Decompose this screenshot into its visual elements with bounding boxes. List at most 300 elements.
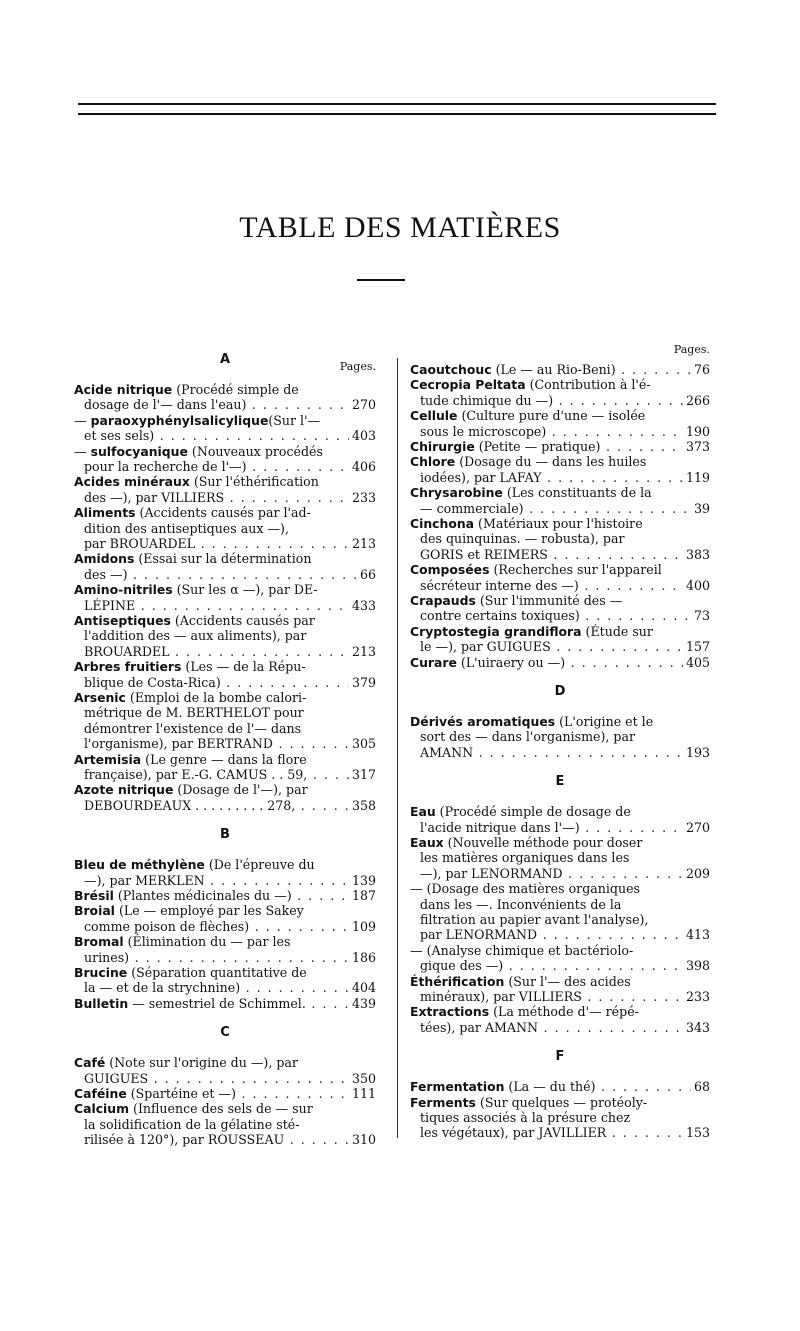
- entry-text: (Note sur l'origine du —), par: [105, 1055, 298, 1071]
- entry-text: blique de Costa-Rica): [84, 674, 221, 690]
- entry-continuation-line: [74, 1117, 376, 1132]
- entry-head-line: [410, 1095, 710, 1110]
- entry-keyword: Fermentation: [410, 1079, 505, 1095]
- page-number: 270: [683, 820, 710, 835]
- entry-text: filtration au papier avant l'analyse),: [420, 911, 649, 927]
- index-entry: [410, 485, 710, 516]
- entry-keyword: sulfocyanique: [90, 443, 188, 459]
- title-rule: [357, 279, 405, 281]
- page-number: 343: [683, 1020, 710, 1035]
- index-entry: [410, 1095, 710, 1141]
- entry-text: par BROUARDEL: [84, 535, 196, 551]
- entry-continuation-line: [410, 958, 710, 973]
- entry-keyword: Bleu de méthylène: [74, 857, 205, 873]
- index-entry: [410, 408, 710, 439]
- entry-keyword: Brésil: [74, 888, 114, 903]
- entry-head-line: [74, 888, 376, 903]
- entry-head-line: [74, 1101, 376, 1116]
- entry-head-line: [74, 444, 376, 459]
- entry-text: (Petite — pratique): [474, 439, 601, 454]
- entry-head-line: [74, 690, 376, 705]
- index-entry: [74, 857, 376, 888]
- index-entry: [74, 659, 376, 690]
- page-number: 433: [349, 598, 376, 613]
- entry-text: (Sur l'—: [268, 412, 321, 428]
- entry-head-line: [74, 382, 376, 397]
- entry-head-line: [410, 881, 710, 896]
- index-entry: [410, 624, 710, 655]
- entry-continuation-line: [410, 1020, 710, 1035]
- entry-continuation-line: [410, 1110, 710, 1125]
- entry-continuation-line: [74, 950, 376, 965]
- page-number: 139: [349, 873, 376, 888]
- entry-head-line: [74, 903, 376, 918]
- index-entry: [74, 474, 376, 505]
- entry-text: iodées), par LAFAY: [420, 469, 542, 485]
- entry-continuation-line: [74, 873, 376, 888]
- page-number: 400: [683, 578, 710, 593]
- entry-keyword: Cryptostegia grandiflora: [410, 623, 582, 639]
- page-number: 111: [349, 1086, 376, 1101]
- entry-text: (Les — de la Répu-: [181, 659, 306, 675]
- entry-text: (Sur quelques — protéoly-: [475, 1094, 648, 1110]
- entry-text: —), par LENORMAND: [420, 865, 563, 881]
- dot-leader: [170, 644, 376, 659]
- entry-text: pour la recherche de l'—): [84, 458, 247, 474]
- dot-leader: [135, 598, 376, 613]
- entry-text: (Élimination du — par les: [123, 934, 291, 950]
- entry-continuation-line: [410, 866, 710, 881]
- dot-leader: [154, 428, 376, 443]
- entry-keyword: Cinchona: [410, 516, 475, 531]
- index-entry: [410, 835, 710, 881]
- entry-text: (L'origine et le: [555, 714, 654, 729]
- entry-continuation-line: [74, 980, 376, 995]
- page-number: 406: [349, 459, 376, 474]
- entry-text: —: [74, 443, 91, 459]
- entry-text: les végétaux), par JAVILLIER: [420, 1125, 607, 1141]
- entry-text: (Le genre — dans la flore: [141, 751, 307, 767]
- page-number: 379: [349, 675, 376, 690]
- entry-text: (Sur l'— des acides: [504, 973, 631, 989]
- entry-head-line: [74, 505, 376, 520]
- entry-keyword: Brucine: [74, 965, 128, 980]
- section-letter-e: E: [555, 774, 565, 790]
- index-entry: [74, 752, 376, 783]
- index-entry: [74, 903, 376, 934]
- entry-head-line: [74, 857, 376, 872]
- page-number: 233: [683, 989, 710, 1004]
- entry-continuation-line: [74, 536, 376, 551]
- entry-text: — (Dosage des matières organiques: [410, 881, 640, 897]
- entry-text: dans les —. Inconvénients de la: [420, 896, 622, 912]
- entry-text: (Dosage de l'—), par: [173, 782, 308, 798]
- page-number: 403: [349, 428, 376, 443]
- entry-continuation-line: [74, 1071, 376, 1086]
- entry-text: urines): [84, 949, 130, 965]
- index-entry: [74, 965, 376, 996]
- page-number: 358: [349, 798, 376, 813]
- entry-text: rilisée à 120°), par ROUSSEAU: [84, 1132, 285, 1148]
- entry-text: (Plantes médicinales du —): [113, 888, 292, 903]
- index-entry: [410, 655, 710, 670]
- entry-text: tiques associés à la présure chez: [420, 1109, 631, 1125]
- entry-head-line: [410, 974, 710, 989]
- entry-keyword: Artemisia: [74, 751, 142, 767]
- entry-head-line: [410, 593, 710, 608]
- entry-text: AMANN: [420, 744, 474, 760]
- page-number: 66: [357, 567, 376, 582]
- entry-keyword: Eau: [410, 804, 436, 820]
- index-entry: [410, 1079, 710, 1094]
- entry-text: (La méthode d'— répé-: [489, 1004, 639, 1020]
- entry-continuation-line: [410, 820, 710, 835]
- entry-continuation-line: [74, 521, 376, 536]
- entry-text: (Sur l'éthérification: [189, 474, 319, 490]
- index-entry: [410, 516, 710, 562]
- page-number: 213: [349, 644, 376, 659]
- entry-text: tude chimique du —): [420, 392, 554, 408]
- entry-text: (Nouvelle méthode pour doser: [443, 835, 643, 850]
- index-entry: [74, 996, 376, 1011]
- entry-text: — commerciale): [420, 500, 524, 516]
- entry-text: comme poison de flèches): [84, 918, 250, 934]
- entry-head-line: [410, 655, 710, 670]
- entry-text: (Sur les α —), par DE-: [172, 582, 318, 598]
- entry-keyword: Bromal: [74, 934, 124, 950]
- entry-keyword: Chrysarobine: [410, 485, 503, 501]
- entry-text: l'addition des — aux aliments), par: [84, 628, 307, 644]
- entry-text: (La — du thé): [504, 1079, 596, 1095]
- page-number: 350: [349, 1071, 376, 1086]
- index-entry: [74, 1055, 376, 1086]
- entry-text: sous le microscope): [420, 423, 547, 439]
- entry-text: — semestriel de Schimmel.: [128, 995, 306, 1011]
- entry-head-line: [410, 835, 710, 850]
- entry-head-line: [410, 714, 710, 729]
- entry-head-line: [74, 582, 376, 597]
- entry-keyword: Calcium: [74, 1101, 130, 1117]
- entry-continuation-line: [74, 490, 376, 505]
- entry-head-line: [74, 474, 376, 489]
- entry-continuation-line: [410, 393, 710, 408]
- entry-continuation-line: [410, 1125, 710, 1140]
- page-number: 109: [349, 919, 376, 934]
- entry-text: des quinquinas. — robusta), par: [420, 531, 625, 547]
- entry-text: minéraux), par VILLIERS: [420, 988, 582, 1004]
- entry-text: sécréteur interne des —): [420, 577, 579, 593]
- page-number: 404: [349, 980, 376, 995]
- entry-head-line: [74, 1055, 376, 1070]
- top-rule-1: [78, 103, 716, 105]
- entry-continuation-line: [410, 897, 710, 912]
- entry-text: dosage de l'— dans l'eau): [84, 397, 247, 413]
- entry-keyword: paraoxyphénylsalicylique: [90, 412, 269, 428]
- entry-text: (Séparation quantitative de: [127, 965, 307, 980]
- index-entry: [74, 551, 376, 582]
- entry-keyword: Chlore: [410, 454, 456, 470]
- entry-head-line: [410, 516, 710, 531]
- entry-continuation-line: [410, 608, 710, 623]
- entry-head-line: [410, 362, 710, 377]
- section-letter-a: A: [219, 352, 231, 367]
- index-entry: [410, 881, 710, 943]
- entry-continuation-line: [410, 547, 710, 562]
- entry-keyword: Caféine: [74, 1086, 127, 1101]
- entry-keyword: Acides minéraux: [74, 474, 190, 490]
- index-entry: [74, 888, 376, 903]
- entry-keyword: Crapauds: [410, 593, 476, 608]
- page-number: 76: [691, 362, 710, 377]
- entry-text: (Procédé simple de dosage de: [435, 804, 631, 820]
- dot-leader: [148, 1071, 376, 1086]
- index-entry: [74, 505, 376, 551]
- entry-text: — (Analyse chimique et bactériolo-: [410, 942, 634, 958]
- page-number: 73: [691, 608, 710, 623]
- dot-leader: [524, 501, 710, 516]
- entry-text: (Le — au Rio-Beni): [491, 362, 616, 377]
- entry-text: (Sur l'immunité des —: [475, 593, 623, 608]
- page-number: 153: [683, 1125, 710, 1140]
- index-entry: [410, 454, 710, 485]
- entry-text: (Contribution à l'é-: [525, 377, 651, 393]
- entry-keyword: Aliments: [74, 505, 136, 521]
- entry-text: BROUARDEL: [84, 643, 170, 659]
- entry-keyword: Arsenic: [74, 690, 126, 705]
- entry-head-line: [410, 377, 710, 392]
- dot-leader: [129, 950, 376, 965]
- index-entry: [74, 690, 376, 752]
- page-number: 209: [683, 866, 710, 881]
- entry-keyword: Acide nitrique: [74, 382, 173, 397]
- entry-text: (L'uiraery ou —): [456, 654, 566, 670]
- entry-continuation-line: [410, 850, 710, 865]
- index-entry: [410, 377, 710, 408]
- page-number: 193: [683, 745, 710, 760]
- entry-text: des —): [84, 566, 128, 582]
- index-entry: [74, 582, 376, 613]
- entry-text: DEBOURDEAUX . . . . . . . . . 278,: [84, 797, 296, 813]
- entry-text: la — et de la strychnine): [84, 980, 241, 996]
- entry-head-line: [74, 551, 376, 566]
- entry-continuation-line: [74, 919, 376, 934]
- entry-text: l'acide nitrique dans l'—): [420, 819, 580, 835]
- entry-continuation-line: [74, 705, 376, 720]
- entry-keyword: Café: [74, 1055, 106, 1071]
- entry-text: (Spartéine et —): [126, 1086, 237, 1101]
- entry-keyword: Azote nitrique: [74, 782, 174, 798]
- entry-text: française), par E.-G. CAMUS . . 59,: [84, 766, 308, 782]
- entry-continuation-line: [410, 531, 710, 546]
- entry-text: —: [74, 412, 91, 428]
- entry-text: (Procédé simple de: [172, 382, 299, 397]
- entry-continuation-line: [410, 912, 710, 927]
- entry-text: (Influence des sels de — sur: [129, 1101, 313, 1117]
- entry-keyword: Arbres fruitiers: [74, 659, 182, 675]
- entry-text: —), par MERKLEN: [84, 872, 205, 888]
- column-divider: [397, 358, 398, 1138]
- entry-keyword: Composées: [410, 562, 490, 578]
- entry-head-line: [74, 659, 376, 674]
- entry-head-line: [410, 1004, 710, 1019]
- entry-continuation-line: [74, 721, 376, 736]
- dot-leader: [473, 745, 710, 760]
- entry-continuation-line: [410, 745, 710, 760]
- entry-text: (Matériaux pour l'histoire: [474, 516, 643, 531]
- entry-continuation-line: [410, 639, 710, 654]
- entry-continuation-line: [74, 675, 376, 690]
- entry-continuation-line: [410, 501, 710, 516]
- page-number: 266: [683, 393, 710, 408]
- index-entry: [410, 593, 710, 624]
- page-number: 305: [349, 736, 376, 751]
- entry-text: la solidification de la gélatine sté-: [84, 1116, 300, 1132]
- entry-text: des —), par VILLIERS: [84, 489, 225, 505]
- entry-text: (De l'épreuve du: [204, 857, 315, 873]
- index-entry: [74, 1086, 376, 1101]
- entry-keyword: Éthérification: [410, 973, 505, 989]
- pages-label: Pages.: [673, 343, 710, 356]
- entry-text: GORIS et REIMERS: [420, 546, 548, 562]
- entry-head-line: [74, 965, 376, 980]
- pages-label: Pages.: [339, 360, 376, 373]
- entry-keyword: Curare: [410, 654, 457, 670]
- entry-keyword: Ferments: [410, 1094, 476, 1110]
- page-number: 413: [683, 927, 710, 942]
- entry-continuation-line: [410, 989, 710, 1004]
- index-entry: [410, 439, 710, 454]
- entry-continuation-line: [74, 1132, 376, 1147]
- entry-text: les matières organiques dans les: [420, 850, 630, 866]
- index-entry: [74, 613, 376, 659]
- entry-keyword: Chirurgie: [410, 439, 475, 454]
- page-number: 157: [683, 639, 710, 654]
- page-number: 373: [683, 439, 710, 454]
- entry-keyword: Cellule: [410, 408, 458, 424]
- entry-text: par LENORMAND: [420, 927, 538, 943]
- page-number: 398: [683, 958, 710, 973]
- entry-head-line: [410, 624, 710, 639]
- index-entry: [410, 1004, 710, 1035]
- entry-continuation-line: [410, 578, 710, 593]
- entry-continuation-line: [410, 927, 710, 942]
- entry-continuation-line: [74, 567, 376, 582]
- entry-text: (Recherches sur l'appareil: [489, 562, 662, 578]
- index-entry: [410, 562, 710, 593]
- entry-head-line: [74, 934, 376, 949]
- entry-text: et ses sels): [84, 428, 155, 444]
- entry-keyword: Bulletin: [74, 995, 129, 1011]
- entry-keyword: Caoutchouc: [410, 362, 492, 377]
- entry-head-line: [74, 782, 376, 797]
- entry-keyword: Eaux: [410, 835, 444, 850]
- entry-continuation-line: [74, 767, 376, 782]
- entry-continuation-line: [74, 598, 376, 613]
- entry-continuation-line: [74, 428, 376, 443]
- entry-head-line: [410, 1079, 710, 1094]
- entry-text: GUIGUES: [84, 1070, 149, 1086]
- entry-head-line: [410, 804, 710, 819]
- page-number: 187: [349, 888, 376, 903]
- index-entry: [74, 1101, 376, 1147]
- entry-head-line: [410, 408, 710, 423]
- entry-text: (Emploi de la bombe calori-: [125, 690, 307, 705]
- dot-leader: [503, 958, 710, 973]
- entry-continuation-line: [410, 424, 710, 439]
- page-number: 383: [683, 547, 710, 562]
- entry-text: (Accidents causés par: [170, 613, 315, 628]
- entry-head-line: [74, 1086, 376, 1101]
- entry-text: métrique de M. BERTHELOT pour: [84, 705, 304, 721]
- entry-text: dition des antiseptiques aux —),: [84, 520, 289, 536]
- index-entry: [74, 782, 376, 813]
- entry-text: (Accidents causés par l'ad-: [135, 505, 311, 521]
- entry-text: (Culture pure d'une — isolée: [457, 408, 646, 424]
- page-number: 39: [691, 501, 710, 516]
- index-entry: [74, 444, 376, 475]
- section-letter-d: D: [554, 684, 566, 699]
- top-rule-2: [78, 113, 716, 115]
- entry-continuation-line: [74, 798, 376, 813]
- page-number: 439: [349, 996, 376, 1011]
- entry-continuation-line: [74, 628, 376, 643]
- page-number: 405: [683, 655, 710, 670]
- index-entry: [74, 934, 376, 965]
- entry-keyword: Dérivés aromatiques: [410, 714, 556, 729]
- page-number: 233: [349, 490, 376, 505]
- entry-continuation-line: [74, 397, 376, 412]
- page-number: 317: [349, 767, 376, 782]
- page-number: 119: [683, 470, 710, 485]
- entry-text: (Le — employé par les Sakey: [114, 903, 304, 919]
- page-number: 270: [349, 397, 376, 412]
- entry-head-line: [410, 485, 710, 500]
- entry-continuation-line: [74, 644, 376, 659]
- page-number: 68: [691, 1079, 710, 1094]
- section-letter-b: B: [220, 827, 230, 843]
- entry-text: contre certains toxiques): [420, 608, 580, 624]
- entry-text: gique des —): [420, 958, 504, 974]
- entry-text: tées), par AMANN: [420, 1019, 539, 1035]
- entry-head-line: [74, 413, 376, 428]
- index-entry: [410, 714, 710, 760]
- entry-text: démontrer l'existence de l'— dans: [84, 720, 302, 736]
- page-number: 190: [683, 424, 710, 439]
- entry-keyword: Broial: [74, 903, 115, 919]
- index-entry: [74, 413, 376, 444]
- entry-keyword: Amidons: [74, 551, 135, 567]
- entry-head-line: [74, 613, 376, 628]
- index-entry: [410, 362, 710, 377]
- entry-text: (Étude sur: [581, 623, 653, 639]
- entry-head-line: [410, 562, 710, 577]
- dot-leader: [128, 567, 377, 582]
- index-entry: [74, 382, 376, 413]
- page-title: TABLE DES MATIÈRES: [239, 211, 561, 244]
- entry-head-line: [410, 439, 710, 454]
- section-letter-f: F: [555, 1049, 565, 1065]
- entry-keyword: Cecropia Peltata: [410, 377, 526, 393]
- entry-text: (Nouveaux procédés: [187, 443, 323, 459]
- entry-continuation-line: [410, 470, 710, 485]
- entry-text: LÉPINE: [84, 597, 136, 613]
- entry-keyword: Antiseptiques: [74, 613, 171, 628]
- entry-head-line: [74, 996, 376, 1011]
- entry-head-line: [410, 943, 710, 958]
- entry-text: (Essai sur la détermination: [134, 551, 312, 567]
- entry-text: (Dosage du — dans les huiles: [455, 454, 647, 470]
- page-number: 213: [349, 536, 376, 551]
